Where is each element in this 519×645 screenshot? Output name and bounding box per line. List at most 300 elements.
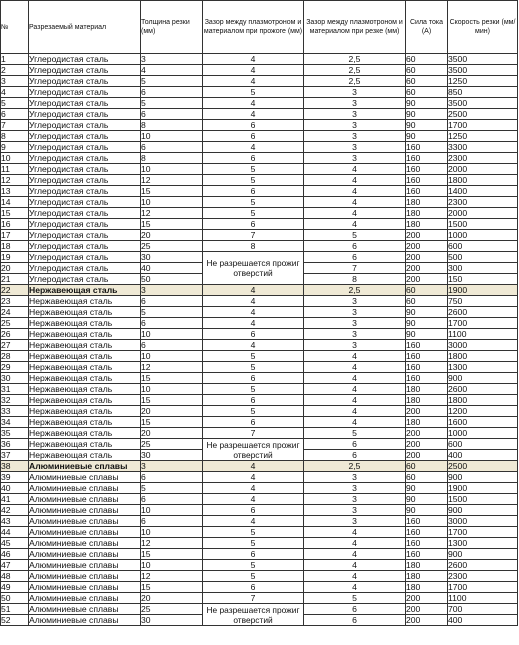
cell-gap-pierce: 4 bbox=[203, 472, 304, 483]
cell-gap-cut: 4 bbox=[304, 560, 406, 571]
cell-gap-cut: 7 bbox=[304, 263, 406, 274]
table-row bbox=[1, 164, 518, 175]
cell-speed: 900 bbox=[448, 505, 518, 516]
cell-thickness: 10 bbox=[141, 384, 203, 395]
cell-material: Алюминиевые сплавы bbox=[29, 571, 141, 582]
cell-gap-pierce: 4 bbox=[203, 98, 304, 109]
cell-gap-cut: 3 bbox=[304, 153, 406, 164]
cell-speed: 600 bbox=[448, 439, 518, 450]
cell-gap-pierce: 6 bbox=[203, 120, 304, 131]
cell-thickness: 6 bbox=[141, 142, 203, 153]
cell-gap-cut: 3 bbox=[304, 505, 406, 516]
cell-material: Нержавеющая сталь bbox=[29, 362, 141, 373]
cell-num: 50 bbox=[1, 593, 29, 604]
cell-num: 6 bbox=[1, 109, 29, 120]
cell-speed: 1600 bbox=[448, 417, 518, 428]
cell-speed: 1700 bbox=[448, 120, 518, 131]
cell-speed: 1800 bbox=[448, 175, 518, 186]
cell-speed: 900 bbox=[448, 472, 518, 483]
cell-material: Углеродистая сталь bbox=[29, 109, 141, 120]
table-row bbox=[1, 417, 518, 428]
cell-gap-cut: 3 bbox=[304, 98, 406, 109]
cell-gap-pierce-note: Не разрешается прожиг отверстий bbox=[203, 439, 304, 461]
cell-material: Алюминиевые сплавы bbox=[29, 549, 141, 560]
cell-current: 180 bbox=[406, 384, 448, 395]
cell-num: 7 bbox=[1, 120, 29, 131]
cell-thickness: 10 bbox=[141, 527, 203, 538]
cell-speed: 850 bbox=[448, 87, 518, 98]
table-row bbox=[1, 428, 518, 439]
cell-gap-cut: 4 bbox=[304, 406, 406, 417]
cell-num: 49 bbox=[1, 582, 29, 593]
cell-speed: 1700 bbox=[448, 527, 518, 538]
cell-num: 3 bbox=[1, 76, 29, 87]
cell-current: 200 bbox=[406, 241, 448, 252]
cell-num: 11 bbox=[1, 164, 29, 175]
cell-thickness: 4 bbox=[141, 65, 203, 76]
cell-material: Алюминиевые сплавы bbox=[29, 483, 141, 494]
table-row bbox=[1, 494, 518, 505]
cell-gap-cut: 6 bbox=[304, 615, 406, 626]
cell-current: 160 bbox=[406, 527, 448, 538]
cell-speed: 2300 bbox=[448, 197, 518, 208]
cell-num: 18 bbox=[1, 241, 29, 252]
cell-gap-pierce: 6 bbox=[203, 373, 304, 384]
cell-gap-cut: 3 bbox=[304, 87, 406, 98]
cell-num: 4 bbox=[1, 87, 29, 98]
cell-speed: 700 bbox=[448, 604, 518, 615]
header-num: № bbox=[1, 1, 29, 54]
cell-gap-pierce-note: Не разрешается прожиг отверстий bbox=[203, 252, 304, 285]
table-row bbox=[1, 65, 518, 76]
cell-thickness: 5 bbox=[141, 483, 203, 494]
cell-gap-pierce: 5 bbox=[203, 571, 304, 582]
cell-gap-cut: 4 bbox=[304, 175, 406, 186]
cell-gap-pierce: 4 bbox=[203, 54, 304, 65]
cell-num: 21 bbox=[1, 274, 29, 285]
cell-speed: 2500 bbox=[448, 461, 518, 472]
cell-material: Углеродистая сталь bbox=[29, 54, 141, 65]
cell-material: Углеродистая сталь bbox=[29, 274, 141, 285]
cell-thickness: 30 bbox=[141, 450, 203, 461]
table-row bbox=[1, 197, 518, 208]
table-row bbox=[1, 252, 518, 263]
cell-num: 31 bbox=[1, 384, 29, 395]
cell-speed: 3500 bbox=[448, 65, 518, 76]
table-row bbox=[1, 582, 518, 593]
table-row bbox=[1, 593, 518, 604]
table-row bbox=[1, 307, 518, 318]
cell-material: Углеродистая сталь bbox=[29, 186, 141, 197]
cell-material: Алюминиевые сплавы bbox=[29, 516, 141, 527]
cell-gap-cut: 6 bbox=[304, 604, 406, 615]
cell-gap-pierce: 5 bbox=[203, 560, 304, 571]
cell-speed: 1100 bbox=[448, 593, 518, 604]
cell-gap-pierce: 5 bbox=[203, 362, 304, 373]
cell-num: 13 bbox=[1, 186, 29, 197]
cell-speed: 1800 bbox=[448, 351, 518, 362]
cell-speed: 1100 bbox=[448, 329, 518, 340]
table-row bbox=[1, 153, 518, 164]
cell-gap-cut: 3 bbox=[304, 142, 406, 153]
cell-gap-pierce: 4 bbox=[203, 109, 304, 120]
cell-thickness: 20 bbox=[141, 406, 203, 417]
cell-gap-pierce: 7 bbox=[203, 428, 304, 439]
table-row bbox=[1, 329, 518, 340]
cell-gap-cut: 4 bbox=[304, 384, 406, 395]
cell-current: 200 bbox=[406, 274, 448, 285]
cell-gap-cut: 3 bbox=[304, 131, 406, 142]
cell-material: Алюминиевые сплавы bbox=[29, 593, 141, 604]
cell-speed: 400 bbox=[448, 450, 518, 461]
cell-num: 5 bbox=[1, 98, 29, 109]
cell-thickness: 5 bbox=[141, 76, 203, 87]
table-row bbox=[1, 483, 518, 494]
cell-gap-pierce: 4 bbox=[203, 142, 304, 153]
cell-speed: 900 bbox=[448, 373, 518, 384]
table-row bbox=[1, 571, 518, 582]
cell-gap-cut: 3 bbox=[304, 307, 406, 318]
cell-num: 28 bbox=[1, 351, 29, 362]
table-row bbox=[1, 120, 518, 131]
cell-gap-cut: 2,5 bbox=[304, 65, 406, 76]
cell-gap-pierce: 6 bbox=[203, 219, 304, 230]
cell-material: Углеродистая сталь bbox=[29, 263, 141, 274]
table-row bbox=[1, 219, 518, 230]
cell-num: 17 bbox=[1, 230, 29, 241]
cell-speed: 1700 bbox=[448, 582, 518, 593]
cell-gap-pierce: 7 bbox=[203, 230, 304, 241]
cell-gap-pierce: 6 bbox=[203, 131, 304, 142]
cell-material: Нержавеющая сталь bbox=[29, 384, 141, 395]
cell-gap-pierce: 4 bbox=[203, 318, 304, 329]
cell-gap-cut: 3 bbox=[304, 516, 406, 527]
cell-gap-cut: 6 bbox=[304, 450, 406, 461]
cell-num: 30 bbox=[1, 373, 29, 384]
cell-num: 10 bbox=[1, 153, 29, 164]
table-row bbox=[1, 98, 518, 109]
cell-gap-pierce: 5 bbox=[203, 527, 304, 538]
cell-thickness: 3 bbox=[141, 54, 203, 65]
cell-current: 180 bbox=[406, 417, 448, 428]
cell-gap-cut: 4 bbox=[304, 164, 406, 175]
cell-material: Углеродистая сталь bbox=[29, 164, 141, 175]
cell-speed: 1000 bbox=[448, 428, 518, 439]
cell-num: 35 bbox=[1, 428, 29, 439]
cell-material: Углеродистая сталь bbox=[29, 230, 141, 241]
table-body bbox=[1, 54, 518, 626]
cell-gap-pierce: 5 bbox=[203, 384, 304, 395]
cell-thickness: 10 bbox=[141, 505, 203, 516]
cell-gap-cut: 4 bbox=[304, 582, 406, 593]
cell-current: 200 bbox=[406, 593, 448, 604]
cell-gap-pierce: 6 bbox=[203, 549, 304, 560]
table-row bbox=[1, 604, 518, 615]
cell-gap-pierce: 5 bbox=[203, 351, 304, 362]
cell-num: 38 bbox=[1, 461, 29, 472]
cell-speed: 1300 bbox=[448, 538, 518, 549]
cell-gap-pierce: 5 bbox=[203, 164, 304, 175]
cell-thickness: 30 bbox=[141, 615, 203, 626]
cell-gap-cut: 4 bbox=[304, 395, 406, 406]
cell-material: Углеродистая сталь bbox=[29, 175, 141, 186]
cell-thickness: 6 bbox=[141, 516, 203, 527]
cell-current: 200 bbox=[406, 428, 448, 439]
table-row bbox=[1, 395, 518, 406]
cell-speed: 300 bbox=[448, 263, 518, 274]
table-row bbox=[1, 472, 518, 483]
cell-material: Нержавеющая сталь bbox=[29, 417, 141, 428]
cell-gap-pierce: 5 bbox=[203, 208, 304, 219]
cell-current: 180 bbox=[406, 197, 448, 208]
cell-material: Алюминиевые сплавы bbox=[29, 461, 141, 472]
cell-gap-pierce: 6 bbox=[203, 582, 304, 593]
cell-material: Нержавеющая сталь bbox=[29, 395, 141, 406]
cell-speed: 600 bbox=[448, 241, 518, 252]
cell-gap-cut: 3 bbox=[304, 109, 406, 120]
cell-material: Углеродистая сталь bbox=[29, 252, 141, 263]
cell-material: Углеродистая сталь bbox=[29, 65, 141, 76]
cell-gap-cut: 4 bbox=[304, 362, 406, 373]
table-row bbox=[1, 54, 518, 65]
cell-thickness: 12 bbox=[141, 571, 203, 582]
cell-current: 90 bbox=[406, 329, 448, 340]
cell-thickness: 10 bbox=[141, 164, 203, 175]
cell-thickness: 10 bbox=[141, 197, 203, 208]
cell-speed: 400 bbox=[448, 615, 518, 626]
cell-current: 200 bbox=[406, 406, 448, 417]
cell-speed: 900 bbox=[448, 549, 518, 560]
cell-thickness: 5 bbox=[141, 307, 203, 318]
cell-current: 180 bbox=[406, 395, 448, 406]
table-row bbox=[1, 285, 518, 296]
table-row bbox=[1, 109, 518, 120]
cell-gap-cut: 4 bbox=[304, 351, 406, 362]
cell-num: 37 bbox=[1, 450, 29, 461]
cell-num: 44 bbox=[1, 527, 29, 538]
cell-speed: 2600 bbox=[448, 560, 518, 571]
cell-gap-pierce: 8 bbox=[203, 241, 304, 252]
cell-material: Нержавеющая сталь bbox=[29, 428, 141, 439]
cell-gap-cut: 2,5 bbox=[304, 285, 406, 296]
cell-gap-cut: 4 bbox=[304, 417, 406, 428]
cell-current: 200 bbox=[406, 230, 448, 241]
cell-thickness: 3 bbox=[141, 461, 203, 472]
cell-speed: 750 bbox=[448, 296, 518, 307]
cell-current: 160 bbox=[406, 373, 448, 384]
cell-gap-cut: 3 bbox=[304, 329, 406, 340]
cell-material: Нержавеющая сталь bbox=[29, 351, 141, 362]
cell-speed: 3500 bbox=[448, 98, 518, 109]
cell-gap-cut: 4 bbox=[304, 549, 406, 560]
cell-current: 90 bbox=[406, 307, 448, 318]
cell-gap-cut: 3 bbox=[304, 483, 406, 494]
cell-thickness: 6 bbox=[141, 109, 203, 120]
cell-thickness: 3 bbox=[141, 285, 203, 296]
cell-material: Углеродистая сталь bbox=[29, 208, 141, 219]
cell-material: Углеродистая сталь bbox=[29, 131, 141, 142]
cell-speed: 1800 bbox=[448, 395, 518, 406]
table-row bbox=[1, 76, 518, 87]
cell-gap-pierce: 6 bbox=[203, 417, 304, 428]
cell-thickness: 10 bbox=[141, 329, 203, 340]
cell-gap-cut: 8 bbox=[304, 274, 406, 285]
cell-gap-cut: 6 bbox=[304, 241, 406, 252]
cell-current: 200 bbox=[406, 615, 448, 626]
cell-material: Алюминиевые сплавы bbox=[29, 505, 141, 516]
cell-gap-pierce: 5 bbox=[203, 87, 304, 98]
cell-num: 19 bbox=[1, 252, 29, 263]
cell-gap-pierce: 6 bbox=[203, 186, 304, 197]
cell-current: 180 bbox=[406, 208, 448, 219]
cell-speed: 1900 bbox=[448, 483, 518, 494]
cell-material: Углеродистая сталь bbox=[29, 197, 141, 208]
cell-gap-cut: 3 bbox=[304, 120, 406, 131]
cell-gap-cut: 6 bbox=[304, 439, 406, 450]
cell-speed: 1500 bbox=[448, 219, 518, 230]
cell-thickness: 15 bbox=[141, 186, 203, 197]
cell-thickness: 25 bbox=[141, 604, 203, 615]
cell-current: 160 bbox=[406, 142, 448, 153]
table-row bbox=[1, 241, 518, 252]
cell-num: 22 bbox=[1, 285, 29, 296]
cell-current: 200 bbox=[406, 450, 448, 461]
cell-material: Нержавеющая сталь bbox=[29, 285, 141, 296]
cell-current: 200 bbox=[406, 439, 448, 450]
cell-num: 33 bbox=[1, 406, 29, 417]
cell-thickness: 6 bbox=[141, 318, 203, 329]
cell-thickness: 6 bbox=[141, 296, 203, 307]
cell-num: 27 bbox=[1, 340, 29, 351]
cell-num: 16 bbox=[1, 219, 29, 230]
cell-num: 48 bbox=[1, 571, 29, 582]
cell-thickness: 10 bbox=[141, 131, 203, 142]
cell-gap-cut: 5 bbox=[304, 593, 406, 604]
table-row bbox=[1, 208, 518, 219]
table-row bbox=[1, 175, 518, 186]
cell-speed: 1400 bbox=[448, 186, 518, 197]
cell-current: 180 bbox=[406, 560, 448, 571]
cell-num: 45 bbox=[1, 538, 29, 549]
cell-gap-pierce: 4 bbox=[203, 285, 304, 296]
cell-current: 160 bbox=[406, 351, 448, 362]
cell-gap-pierce-note: Не разрешается прожиг отверстий bbox=[203, 604, 304, 626]
cell-material: Нержавеющая сталь bbox=[29, 340, 141, 351]
cell-thickness: 6 bbox=[141, 340, 203, 351]
cell-num: 26 bbox=[1, 329, 29, 340]
cell-material: Нержавеющая сталь bbox=[29, 329, 141, 340]
cell-gap-cut: 2,5 bbox=[304, 54, 406, 65]
cell-gap-pierce: 4 bbox=[203, 516, 304, 527]
cell-material: Углеродистая сталь bbox=[29, 87, 141, 98]
cell-num: 46 bbox=[1, 549, 29, 560]
cell-gap-pierce: 4 bbox=[203, 65, 304, 76]
table-row bbox=[1, 340, 518, 351]
cell-material: Алюминиевые сплавы bbox=[29, 604, 141, 615]
cell-speed: 1700 bbox=[448, 318, 518, 329]
cell-current: 180 bbox=[406, 219, 448, 230]
cell-thickness: 10 bbox=[141, 560, 203, 571]
cell-thickness: 25 bbox=[141, 439, 203, 450]
cell-num: 2 bbox=[1, 65, 29, 76]
cell-speed: 1300 bbox=[448, 362, 518, 373]
cell-current: 160 bbox=[406, 175, 448, 186]
cell-thickness: 30 bbox=[141, 252, 203, 263]
cell-gap-cut: 3 bbox=[304, 472, 406, 483]
cell-gap-pierce: 4 bbox=[203, 483, 304, 494]
cell-speed: 2000 bbox=[448, 208, 518, 219]
cell-current: 90 bbox=[406, 109, 448, 120]
cell-thickness: 12 bbox=[141, 362, 203, 373]
cell-gap-cut: 3 bbox=[304, 318, 406, 329]
cell-num: 42 bbox=[1, 505, 29, 516]
cell-num: 15 bbox=[1, 208, 29, 219]
cell-gap-cut: 5 bbox=[304, 428, 406, 439]
cell-current: 160 bbox=[406, 538, 448, 549]
cell-speed: 3000 bbox=[448, 516, 518, 527]
cell-speed: 1250 bbox=[448, 131, 518, 142]
cell-thickness: 12 bbox=[141, 208, 203, 219]
cell-thickness: 6 bbox=[141, 87, 203, 98]
cell-material: Алюминиевые сплавы bbox=[29, 582, 141, 593]
cell-current: 160 bbox=[406, 153, 448, 164]
cell-current: 60 bbox=[406, 65, 448, 76]
cell-num: 14 bbox=[1, 197, 29, 208]
cell-speed: 2000 bbox=[448, 164, 518, 175]
cell-num: 47 bbox=[1, 560, 29, 571]
cell-gap-cut: 4 bbox=[304, 527, 406, 538]
cell-speed: 2600 bbox=[448, 384, 518, 395]
cell-num: 43 bbox=[1, 516, 29, 527]
cell-current: 160 bbox=[406, 186, 448, 197]
cell-speed: 150 bbox=[448, 274, 518, 285]
cell-current: 60 bbox=[406, 76, 448, 87]
table-row bbox=[1, 549, 518, 560]
table-row bbox=[1, 351, 518, 362]
cell-num: 1 bbox=[1, 54, 29, 65]
cell-material: Нержавеющая сталь bbox=[29, 439, 141, 450]
cell-speed: 2300 bbox=[448, 153, 518, 164]
cell-current: 60 bbox=[406, 87, 448, 98]
cell-num: 40 bbox=[1, 483, 29, 494]
cell-speed: 500 bbox=[448, 252, 518, 263]
cell-current: 200 bbox=[406, 604, 448, 615]
table-row bbox=[1, 538, 518, 549]
table-row bbox=[1, 527, 518, 538]
header-gap-cut: Зазор между плазмотроном и материалом при резке (мм) bbox=[304, 1, 406, 54]
cell-material: Углеродистая сталь bbox=[29, 98, 141, 109]
cell-current: 90 bbox=[406, 131, 448, 142]
cell-gap-cut: 5 bbox=[304, 230, 406, 241]
table-row bbox=[1, 406, 518, 417]
cell-gap-cut: 4 bbox=[304, 197, 406, 208]
cell-gap-cut: 3 bbox=[304, 494, 406, 505]
cell-num: 12 bbox=[1, 175, 29, 186]
cell-thickness: 8 bbox=[141, 120, 203, 131]
cell-num: 25 bbox=[1, 318, 29, 329]
cell-num: 29 bbox=[1, 362, 29, 373]
cell-material: Алюминиевые сплавы bbox=[29, 560, 141, 571]
cell-current: 90 bbox=[406, 494, 448, 505]
cell-gap-pierce: 7 bbox=[203, 593, 304, 604]
cell-current: 60 bbox=[406, 285, 448, 296]
cell-current: 200 bbox=[406, 263, 448, 274]
cell-gap-pierce: 6 bbox=[203, 329, 304, 340]
cell-num: 41 bbox=[1, 494, 29, 505]
cell-thickness: 6 bbox=[141, 494, 203, 505]
cell-gap-cut: 4 bbox=[304, 373, 406, 384]
cell-material: Углеродистая сталь bbox=[29, 153, 141, 164]
